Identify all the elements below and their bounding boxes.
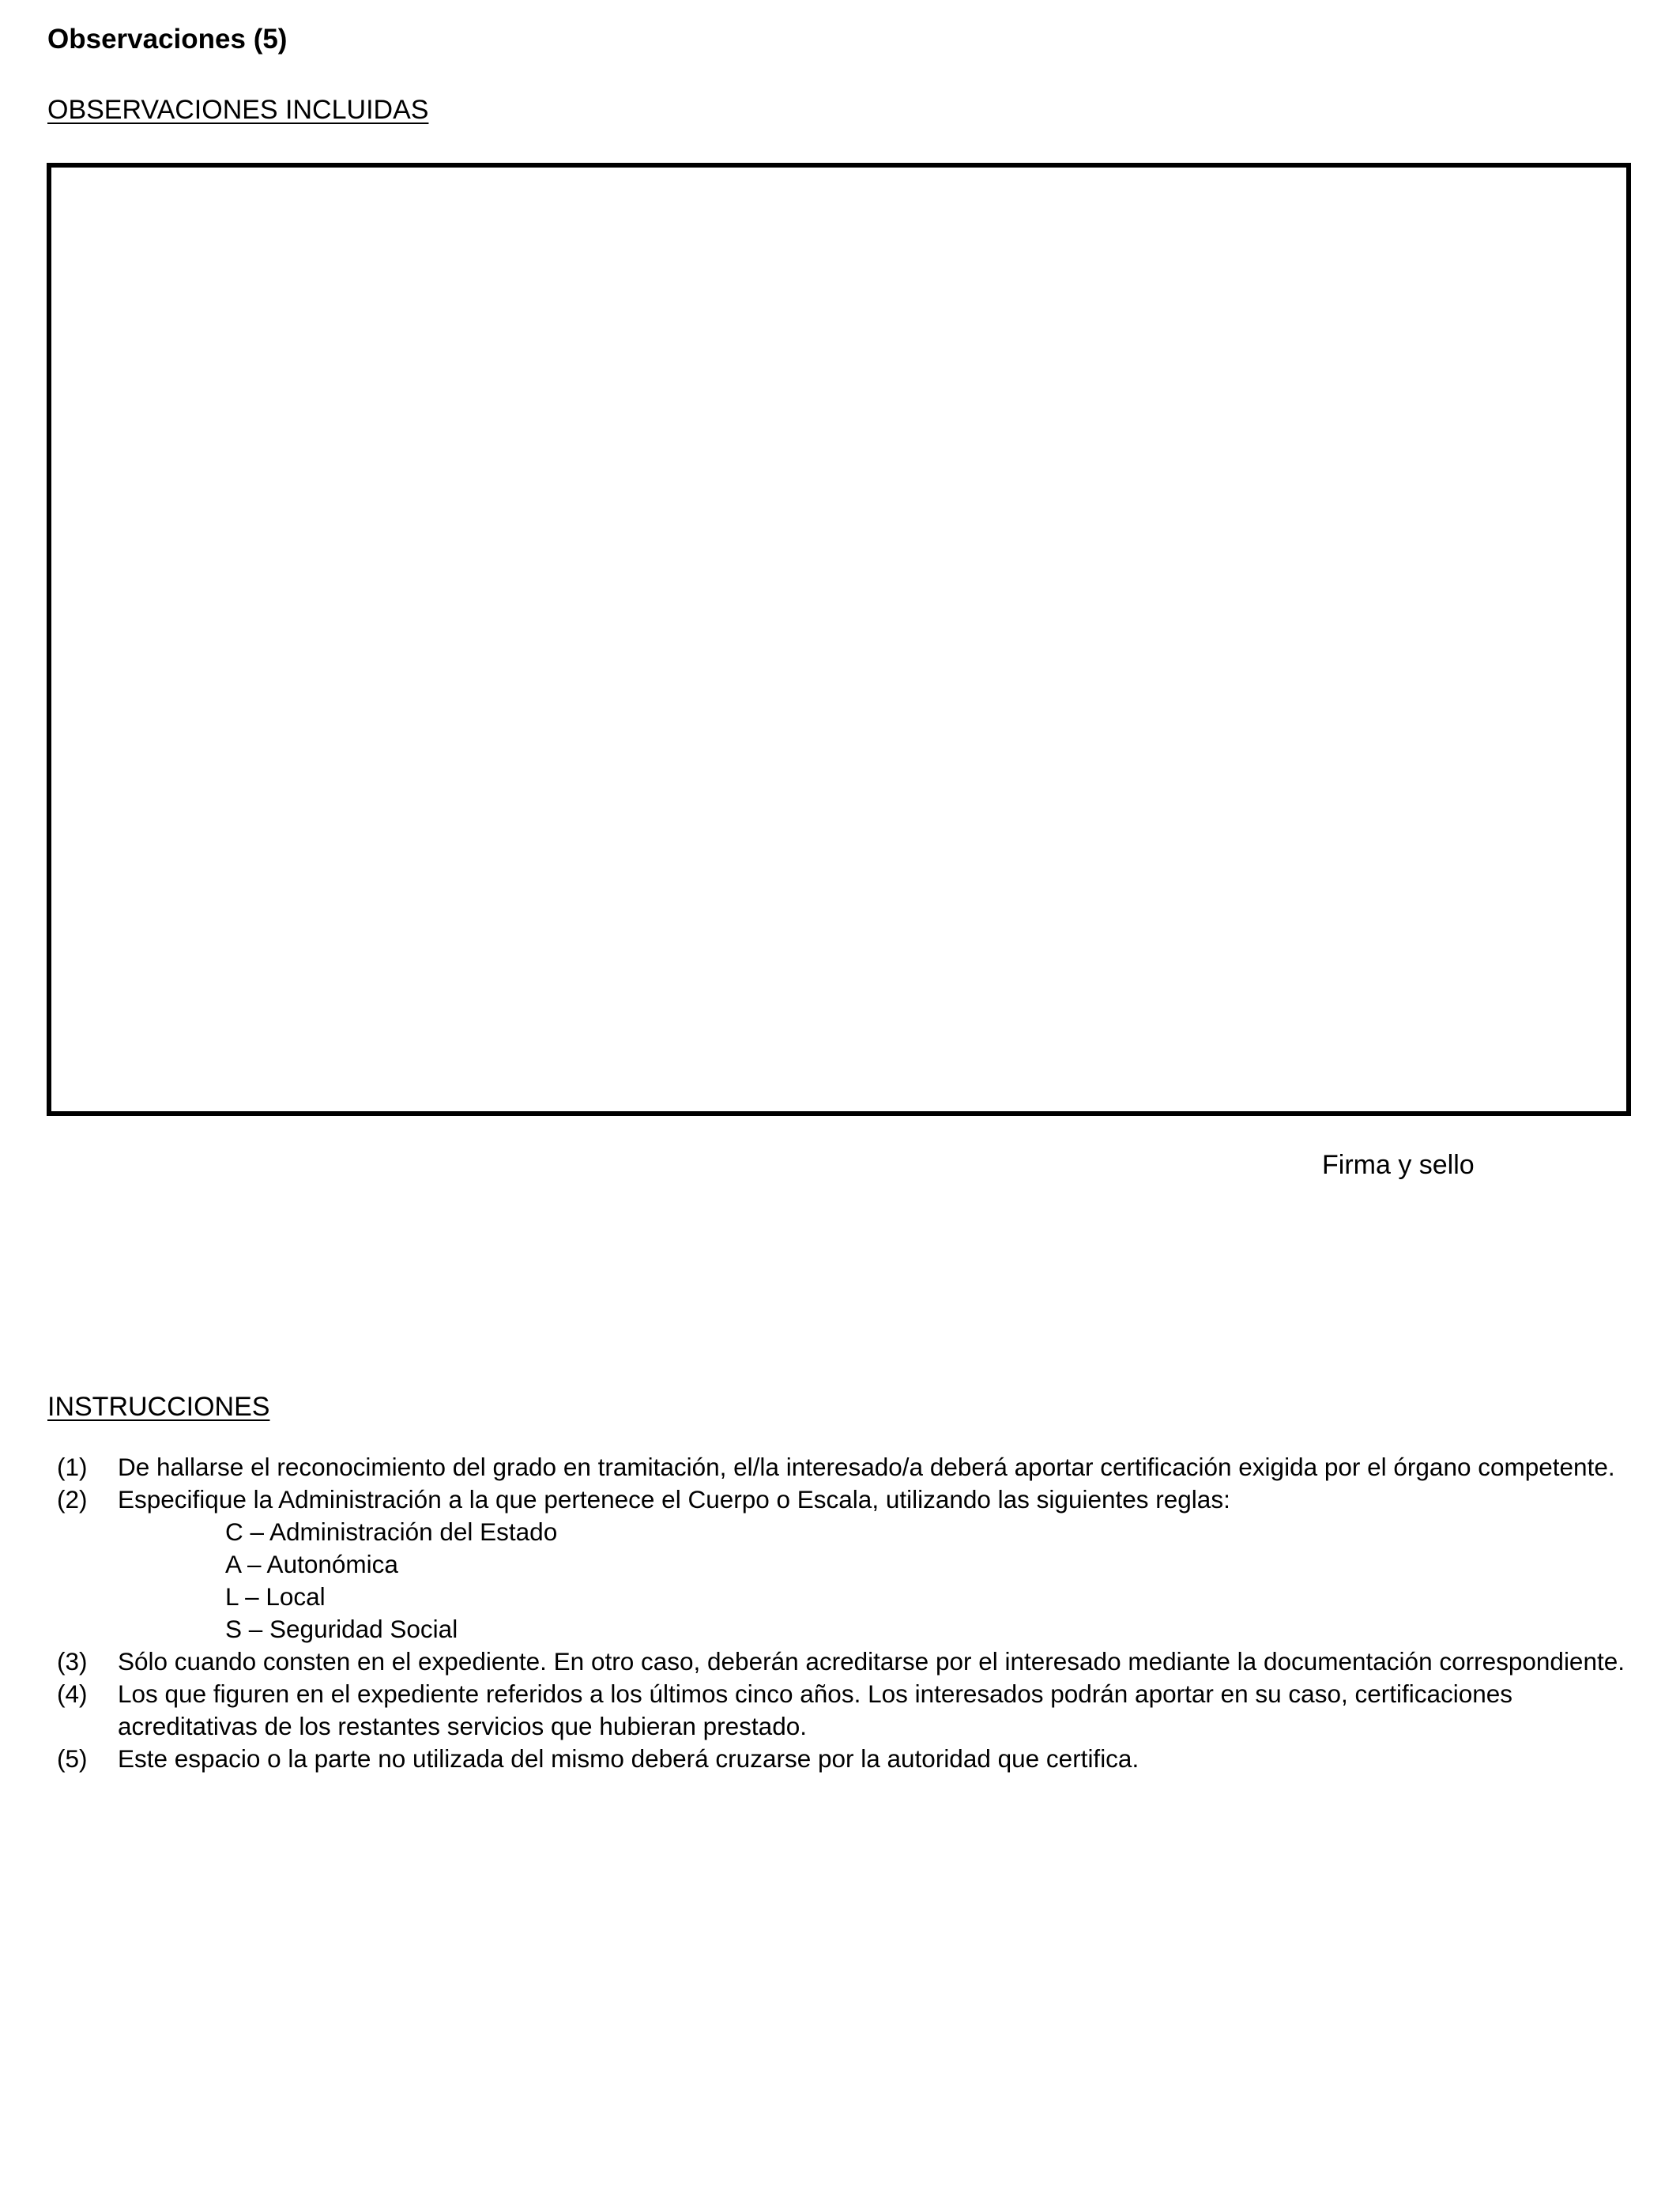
- instruction-number: (4): [57, 1679, 88, 1708]
- instruction-text: Sólo cuando consten en el expediente. En otro caso, deberán acreditarse por el interesado mediante la documentación correspondiente.: [118, 1647, 1625, 1676]
- instruction-number: (1): [57, 1453, 88, 1481]
- instruction-item: [57, 1451, 1645, 1483]
- instructions-list: [57, 1451, 1645, 1775]
- instruction-text: Especifique la Administración a la que pertenece el Cuerpo o Escala, utilizando las siguientes reglas:: [118, 1485, 1230, 1514]
- instruction-number: (3): [57, 1647, 88, 1676]
- instruction-body: [118, 1483, 1645, 1646]
- observations-subtitle: OBSERVACIONES INCLUIDAS: [47, 95, 429, 125]
- instruction-text: Este espacio o la parte no utilizada del mismo deberá cruzarse por la autoridad que certifica.: [118, 1744, 1139, 1773]
- instruction-item: [57, 1646, 1645, 1678]
- rule-item: L – Local: [225, 1582, 326, 1611]
- instruction-item: [57, 1678, 1645, 1743]
- instruction-number: (5): [57, 1744, 88, 1773]
- instruction-text: Los que figuren en el expediente referidos a los últimos cinco años. Los interesados podrán aportar en su caso, certificaciones acreditativas de los restantes servicios que hubieran prestado.: [118, 1679, 1513, 1740]
- administration-rules-list: [118, 1516, 1645, 1646]
- rule-item: S – Seguridad Social: [225, 1615, 458, 1643]
- signature-label: Firma y sello: [1322, 1150, 1475, 1180]
- rule-item: C – Administración del Estado: [225, 1517, 558, 1546]
- instruction-number: (2): [57, 1485, 88, 1514]
- rule-item: A – Autonómica: [225, 1550, 398, 1578]
- instructions-heading: INSTRUCCIONES: [47, 1392, 270, 1422]
- instruction-text: De hallarse el reconocimiento del grado en tramitación, el/la interesado/a deberá aportar certificación exigida por el órgano competente.: [118, 1453, 1615, 1481]
- instruction-item: [57, 1483, 1645, 1646]
- instruction-item: [57, 1743, 1645, 1775]
- observations-box: [47, 163, 1631, 1116]
- observations-title: Observaciones (5): [47, 24, 288, 55]
